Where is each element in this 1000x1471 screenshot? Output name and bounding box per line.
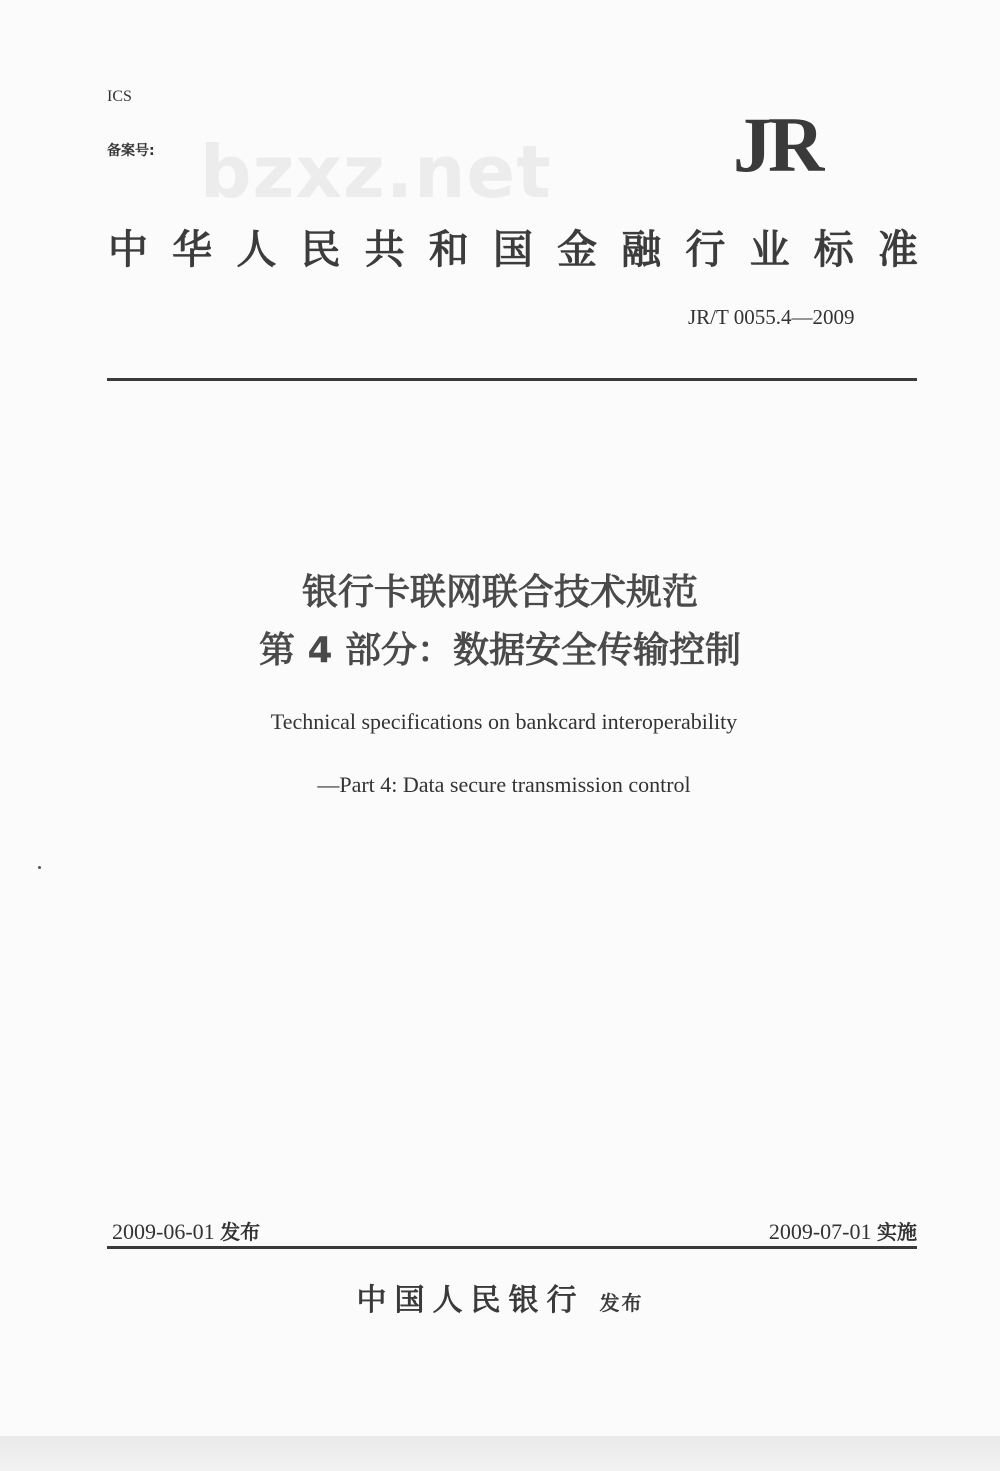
release-date-value: 2009-06-01: [112, 1219, 215, 1244]
category-char: 民: [300, 227, 341, 273]
title-en-line2: —Part 4: Data secure transmission control: [317, 772, 691, 797]
category-char: 金: [557, 227, 598, 273]
release-label: 发布: [220, 1220, 261, 1244]
implementation-date-value: 2009-07-01: [768, 1219, 872, 1244]
implementation-label: 实施: [877, 1220, 917, 1244]
category-char: 和: [428, 227, 469, 273]
category-char: 国: [492, 227, 533, 273]
category-char: 业: [749, 227, 790, 273]
title-cn-line1: 银行卡联网联合技术规范: [301, 572, 698, 613]
category-char: 行: [685, 227, 726, 273]
standard-number: JR/T 0055.4—2009: [688, 305, 855, 329]
category-char: 融: [621, 227, 662, 273]
ics-label: ICS: [107, 88, 132, 105]
viewer-bottom-strip: [0, 1436, 1000, 1471]
footer-divider: [107, 1246, 917, 1249]
issuer: [0, 1275, 1000, 1319]
standard-category: [108, 218, 918, 275]
implementation-date: [769, 1216, 917, 1245]
release-date: [112, 1216, 260, 1245]
category-char: 中: [108, 227, 148, 273]
category-char: 标: [813, 227, 854, 273]
category-char: 华: [172, 227, 213, 273]
title-en-line1: Technical specifications on bankcard interoperability: [270, 709, 738, 734]
category-char: 共: [364, 227, 405, 273]
category-char: 准: [877, 227, 918, 273]
issuer-suffix: 发布: [599, 1291, 644, 1315]
scan-speck: [38, 866, 41, 869]
header-divider: [107, 378, 917, 381]
jr-logo: JR: [733, 101, 821, 188]
record-number-label: 备案号:: [107, 143, 155, 159]
title-cn-line2: 第 4 部分：数据安全传输控制: [258, 630, 742, 671]
watermark: bzxz.net: [200, 130, 552, 214]
issuer-name: 中国人民银行: [356, 1283, 585, 1318]
category-char: 人: [236, 227, 277, 273]
